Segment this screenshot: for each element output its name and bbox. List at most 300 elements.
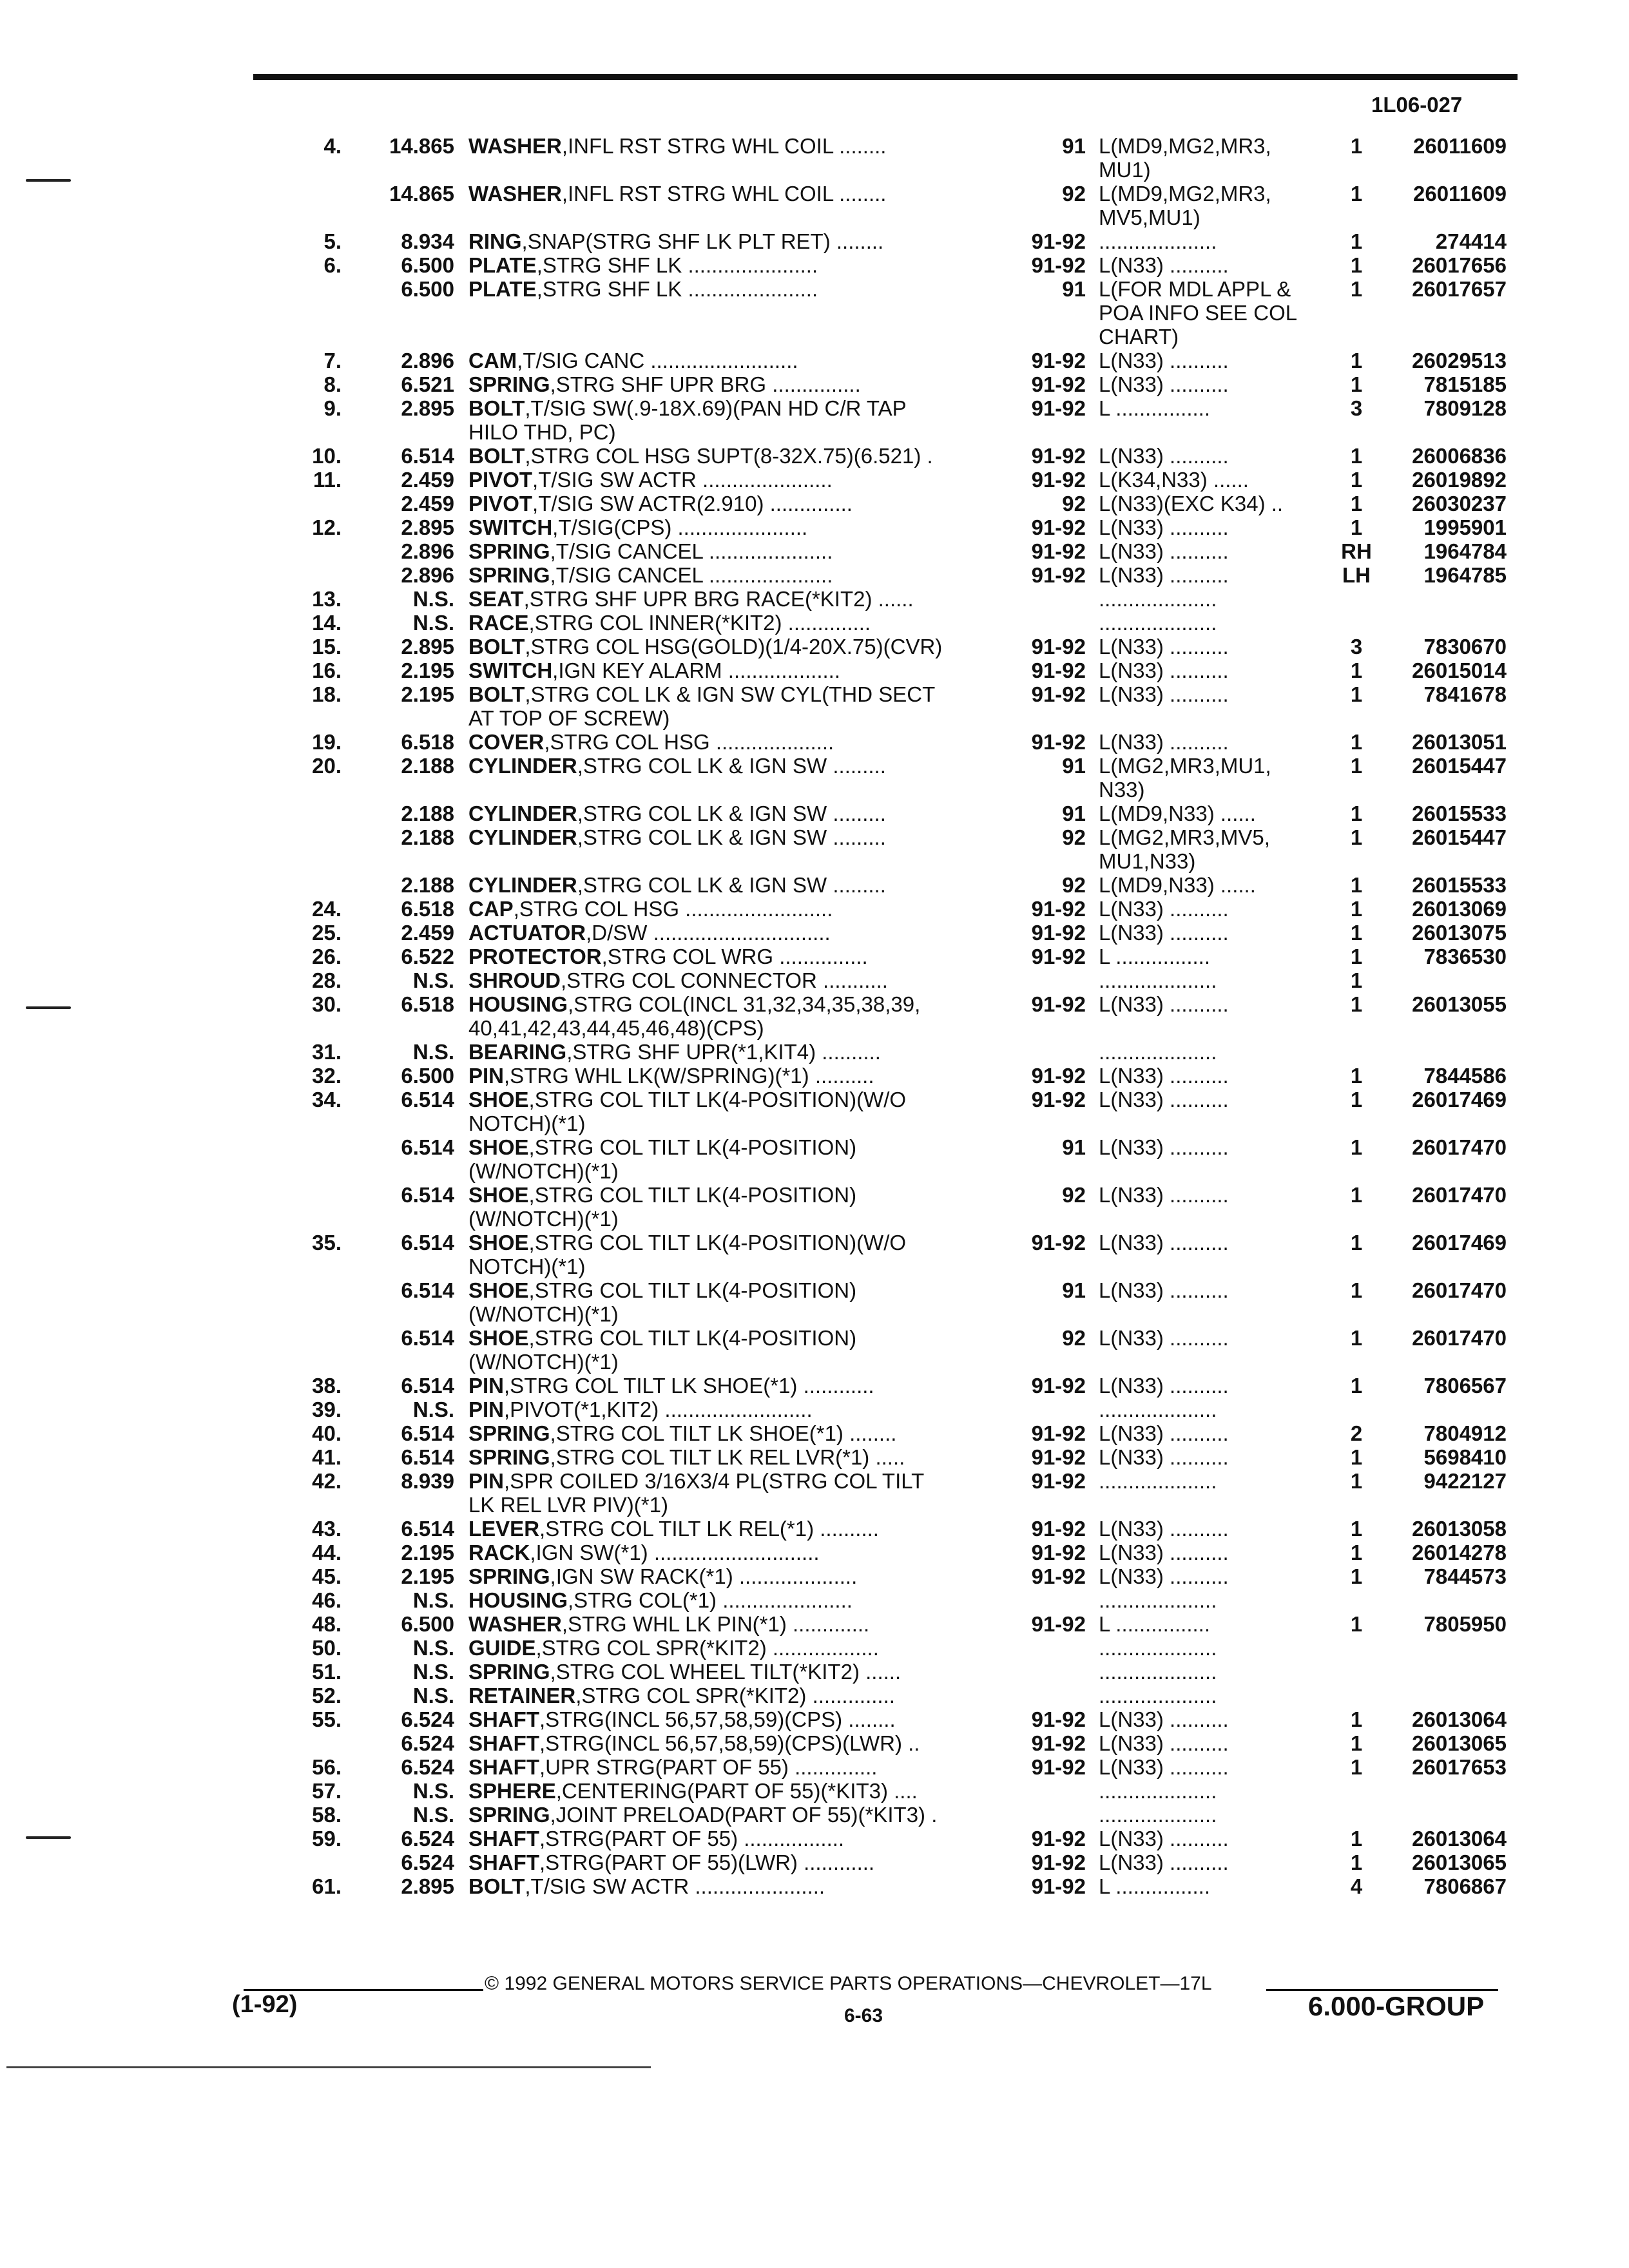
part-key-number: 6.: [323, 253, 342, 277]
model-year: 91-92: [1031, 515, 1086, 539]
group-number: 6.514: [401, 1374, 454, 1398]
part-key-number: 8.: [323, 372, 342, 396]
quantity: 1: [1350, 134, 1363, 158]
part-detail: ,STRG COL SPR(*KIT2) ..............: [575, 1684, 895, 1707]
part-number: 26011609: [1412, 182, 1507, 206]
part-detail-continued: LK REL LVR PIV)(*1): [468, 1493, 668, 1517]
part-number: 7844586: [1423, 1064, 1507, 1088]
application: L(N33) ..........: [1099, 1326, 1229, 1350]
application: L(MD9,MG2,MR3, MV5,MU1): [1099, 182, 1271, 229]
part-number: 26013064: [1412, 1827, 1507, 1850]
part-name: SHOE: [468, 1183, 529, 1207]
part-number: 7836530: [1423, 945, 1507, 968]
part-name: CAP: [468, 897, 514, 921]
part-number: 26013075: [1412, 921, 1507, 945]
part-number: 26017470: [1412, 1278, 1507, 1302]
part-detail: ,STRG COL HSG ....................: [544, 730, 834, 754]
application: L(N33) ..........: [1099, 1827, 1229, 1850]
part-description: [468, 945, 868, 968]
group-number: 2.459: [401, 468, 454, 492]
part-detail: ,IGN KEY ALARM ...................: [552, 658, 841, 682]
application: L(MG2,MR3,MV5, MU1,N33): [1099, 825, 1270, 873]
part-detail: ,STRG SHF UPR BRG RACE(*KIT2) ......: [523, 587, 914, 611]
part-key-number: 16.: [312, 658, 342, 682]
part-name: RETAINER: [468, 1684, 576, 1707]
application: ....................: [1099, 229, 1217, 253]
model-year: 91: [1062, 134, 1086, 158]
part-row: [0, 802, 1629, 825]
part-row: [0, 897, 1629, 921]
part-name: RACK: [468, 1541, 530, 1564]
group-number: 6.514: [401, 1326, 454, 1350]
part-description: [468, 873, 886, 897]
application: L(K34,N33) ......: [1099, 468, 1249, 492]
group-number: 2.195: [401, 1564, 454, 1588]
application: L ................: [1099, 1612, 1210, 1636]
part-description: [468, 372, 861, 396]
group-number: N.S.: [412, 1803, 454, 1827]
part-name: CYLINDER: [468, 873, 577, 897]
part-row: [0, 1278, 1629, 1326]
part-detail: ,STRG COL LK & IGN SW .........: [577, 873, 886, 897]
model-year: 91-92: [1031, 658, 1086, 682]
part-number: 7806867: [1423, 1874, 1507, 1898]
model-year: 91-92: [1031, 992, 1086, 1016]
part-key-number: 31.: [312, 1040, 342, 1064]
part-name: CYLINDER: [468, 802, 577, 825]
part-key-number: 5.: [323, 229, 342, 253]
group-number: N.S.: [412, 968, 454, 992]
group-number: 2.896: [401, 349, 454, 372]
model-year: 91-92: [1031, 539, 1086, 563]
quantity: 1: [1350, 1755, 1363, 1779]
part-description: [468, 468, 833, 492]
group-number: N.S.: [412, 1779, 454, 1803]
quantity: 1: [1350, 897, 1363, 921]
part-name: SHAFT: [468, 1707, 539, 1731]
quantity: 1: [1350, 1541, 1363, 1564]
group-number: 2.896: [401, 563, 454, 587]
quantity: 1: [1350, 730, 1363, 754]
part-name: CYLINDER: [468, 825, 577, 849]
part-name: BOLT: [468, 635, 525, 658]
part-description: [468, 635, 942, 658]
part-row: [0, 182, 1629, 229]
part-description: [468, 992, 920, 1016]
application: ....................: [1099, 1803, 1217, 1827]
part-detail-continued: NOTCH)(*1): [468, 1254, 586, 1278]
part-detail: ,STRG COL CONNECTOR ...........: [561, 968, 888, 992]
part-key-number: 52.: [312, 1684, 342, 1707]
quantity: 1: [1350, 754, 1363, 778]
part-key-number: 59.: [312, 1827, 342, 1850]
application: L(N33) ..........: [1099, 1755, 1229, 1779]
part-number: 7844573: [1423, 1564, 1507, 1588]
part-detail: ,STRG COL INNER(*KIT2) ..............: [528, 611, 871, 635]
model-year: 91-92: [1031, 1612, 1086, 1636]
part-name: SHROUD: [468, 968, 561, 992]
part-number: 26017657: [1412, 277, 1507, 301]
part-description: [468, 1684, 895, 1707]
part-name: SHOE: [468, 1278, 529, 1302]
group-number: 14.865: [389, 182, 454, 206]
part-detail: ,T/SIG CANCEL .....................: [550, 539, 833, 563]
part-description: [468, 1612, 869, 1636]
group-number: 6.500: [401, 277, 454, 301]
part-row: [0, 1612, 1629, 1636]
model-year: 91-92: [1031, 1421, 1086, 1445]
application: ....................: [1099, 611, 1217, 635]
model-year: 91: [1062, 1278, 1086, 1302]
application: L(N33) ..........: [1099, 1064, 1229, 1088]
part-description: [468, 1827, 844, 1850]
part-description: [468, 277, 818, 301]
part-description: [468, 802, 886, 825]
group-number: 2.895: [401, 1874, 454, 1898]
group-number: 6.514: [401, 1517, 454, 1541]
part-key-number: 57.: [312, 1779, 342, 1803]
quantity: 1: [1350, 444, 1363, 468]
quantity: RH: [1341, 539, 1372, 563]
part-description: [468, 1040, 881, 1064]
part-row: [0, 730, 1629, 754]
part-row: [0, 1731, 1629, 1755]
part-key-number: 46.: [312, 1588, 342, 1612]
group-number: N.S.: [412, 1588, 454, 1612]
part-number: 5698410: [1423, 1445, 1507, 1469]
part-row: [0, 253, 1629, 277]
group-number: 6.514: [401, 1135, 454, 1159]
part-number: 26015014: [1412, 658, 1507, 682]
part-number: 26015447: [1412, 825, 1507, 849]
part-description: [468, 825, 886, 849]
part-description: [468, 1374, 874, 1398]
part-detail: ,STRG COL WHEEL TILT(*KIT2) ......: [550, 1660, 901, 1684]
part-row: [0, 1564, 1629, 1588]
group-number: 2.895: [401, 396, 454, 420]
part-description: [468, 1707, 896, 1731]
part-number: 26013064: [1412, 1707, 1507, 1731]
part-number: 7841678: [1423, 682, 1507, 706]
part-name: GUIDE: [468, 1636, 536, 1660]
model-year: 91-92: [1031, 1517, 1086, 1541]
part-row: [0, 277, 1629, 349]
part-name: BEARING: [468, 1040, 567, 1064]
part-row: [0, 1803, 1629, 1827]
application: L(N33) ..........: [1099, 1850, 1229, 1874]
part-name: HOUSING: [468, 1588, 568, 1612]
part-row: [0, 1135, 1629, 1183]
quantity: 1: [1350, 1731, 1363, 1755]
group-number: 2.188: [401, 873, 454, 897]
part-key-number: 39.: [312, 1398, 342, 1421]
top-rule: [253, 74, 1518, 80]
part-row: [0, 921, 1629, 945]
part-row: [0, 635, 1629, 658]
application: L(N33) ..........: [1099, 1707, 1229, 1731]
part-detail: ,STRG COL TILT LK SHOE(*1) ............: [504, 1374, 874, 1398]
part-description: [468, 1541, 820, 1564]
application: L(N33) ..........: [1099, 1731, 1229, 1755]
part-description: [468, 1088, 906, 1111]
part-detail: ,SPR COILED 3/16X3/4 PL(STRG COL TILT: [504, 1469, 925, 1493]
model-year: 91-92: [1031, 253, 1086, 277]
application: L(MD9,MG2,MR3, MU1): [1099, 134, 1271, 182]
part-name: PLATE: [468, 277, 537, 301]
part-key-number: 30.: [312, 992, 342, 1016]
part-name: SHOE: [468, 1088, 529, 1111]
part-row: [0, 396, 1629, 444]
part-name: SHAFT: [468, 1755, 539, 1779]
quantity: 1: [1350, 1827, 1363, 1850]
group-number: N.S.: [412, 587, 454, 611]
part-description: [468, 754, 886, 778]
part-row: [0, 1374, 1629, 1398]
quantity: 1: [1350, 1850, 1363, 1874]
part-key-number: 19.: [312, 730, 342, 754]
part-row: [0, 1421, 1629, 1445]
part-key-number: 40.: [312, 1421, 342, 1445]
part-detail-continued: (W/NOTCH)(*1): [468, 1159, 619, 1183]
model-year: 91-92: [1031, 897, 1086, 921]
application: L(N33) ..........: [1099, 658, 1229, 682]
parts-list: [0, 134, 1629, 1898]
part-key-number: 45.: [312, 1564, 342, 1588]
application: ....................: [1099, 1660, 1217, 1684]
model-year: 91-92: [1031, 635, 1086, 658]
part-description: [468, 1874, 825, 1898]
quantity: 1: [1350, 1278, 1363, 1302]
part-description: [468, 1421, 896, 1445]
part-description: [468, 587, 914, 611]
group-number: 2.195: [401, 1541, 454, 1564]
part-name: SPRING: [468, 1803, 550, 1827]
application: ....................: [1099, 587, 1217, 611]
model-year: 91-92: [1031, 468, 1086, 492]
application: ....................: [1099, 1779, 1217, 1803]
group-number: 6.500: [401, 253, 454, 277]
part-row: [0, 1445, 1629, 1469]
part-description: [468, 444, 933, 468]
application: ....................: [1099, 1684, 1217, 1707]
part-name: PIVOT: [468, 468, 533, 492]
part-detail: ,STRG(PART OF 55) .................: [539, 1827, 845, 1850]
part-name: SPRING: [468, 372, 550, 396]
part-key-number: 50.: [312, 1636, 342, 1660]
bottom-rule: [6, 2066, 651, 2068]
part-description: [468, 229, 883, 253]
application: ....................: [1099, 968, 1217, 992]
part-description: [468, 1660, 901, 1684]
quantity: 1: [1350, 372, 1363, 396]
group-number: N.S.: [412, 1398, 454, 1421]
group-number: N.S.: [412, 1636, 454, 1660]
part-key-number: 61.: [312, 1874, 342, 1898]
group-number: 6.524: [401, 1731, 454, 1755]
group-number: 6.518: [401, 730, 454, 754]
group-number: 8.939: [401, 1469, 454, 1493]
part-name: HOUSING: [468, 992, 568, 1016]
group-number: 6.518: [401, 992, 454, 1016]
part-row: [0, 754, 1629, 802]
part-name: BOLT: [468, 444, 525, 468]
model-year: 91-92: [1031, 1541, 1086, 1564]
part-detail: ,STRG COL TILT LK(4-POSITION): [528, 1278, 857, 1302]
model-year: 91-92: [1031, 1564, 1086, 1588]
part-detail: ,STRG COL HSG(GOLD)(1/4-20X.75)(CVR): [525, 635, 943, 658]
model-year: 91-92: [1031, 1231, 1086, 1254]
group-number: 14.865: [389, 134, 454, 158]
part-name: RACE: [468, 611, 529, 635]
quantity: 1: [1350, 1088, 1363, 1111]
part-detail-continued: 40,41,42,43,44,45,46,48)(CPS): [468, 1016, 764, 1040]
part-row: [0, 1588, 1629, 1612]
quantity: 1: [1350, 1135, 1363, 1159]
part-key-number: 55.: [312, 1707, 342, 1731]
part-detail: ,STRG COL LK & IGN SW .........: [577, 825, 886, 849]
quantity: 1: [1350, 658, 1363, 682]
part-description: [468, 1398, 813, 1421]
quantity: 1: [1350, 468, 1363, 492]
part-row: [0, 1040, 1629, 1064]
model-year: 91-92: [1031, 1374, 1086, 1398]
group-number: 6.524: [401, 1827, 454, 1850]
application: L(N33) ..........: [1099, 992, 1229, 1016]
part-row: [0, 682, 1629, 730]
part-detail: ,T/SIG(CPS) ......................: [552, 515, 808, 539]
part-name: PIVOT: [468, 492, 533, 515]
application: L(N33) ..........: [1099, 253, 1229, 277]
part-name: PIN: [468, 1469, 505, 1493]
part-description: [468, 897, 833, 921]
group-label: 6.000-GROUP: [1308, 1991, 1485, 2021]
quantity: 1: [1350, 1469, 1363, 1493]
part-number: 7806567: [1423, 1374, 1507, 1398]
model-year: 91-92: [1031, 1850, 1086, 1874]
quantity: 1: [1350, 1445, 1363, 1469]
part-detail: ,STRG COL LK & IGN SW CYL(THD SECT: [525, 682, 936, 706]
model-year: 91: [1062, 1135, 1086, 1159]
part-description: [468, 1636, 879, 1660]
group-number: 6.524: [401, 1850, 454, 1874]
part-key-number: 35.: [312, 1231, 342, 1254]
part-detail: ,IGN SW(*1) ............................: [530, 1541, 820, 1564]
part-number: 26017470: [1412, 1135, 1507, 1159]
part-detail: ,STRG(INCL 56,57,58,59)(CPS) ........: [539, 1707, 896, 1731]
group-number: 2.195: [401, 658, 454, 682]
quantity: 1: [1350, 1231, 1363, 1254]
part-detail: ,STRG COL TILT LK(4-POSITION)(W/O: [528, 1231, 907, 1254]
part-number: 7815185: [1423, 372, 1507, 396]
part-description: [468, 134, 886, 158]
group-number: 6.514: [401, 1183, 454, 1207]
application: L(N33) ..........: [1099, 1088, 1229, 1111]
model-year: 91-92: [1031, 563, 1086, 587]
group-number: N.S.: [412, 1660, 454, 1684]
part-description: [468, 396, 907, 420]
application: L(N33) ..........: [1099, 897, 1229, 921]
part-description: [468, 539, 833, 563]
model-year: 91-92: [1031, 396, 1086, 420]
part-detail: ,STRG COL LK & IGN SW .........: [577, 802, 886, 825]
part-name: SHAFT: [468, 1731, 539, 1755]
model-year: 91-92: [1031, 1874, 1086, 1898]
group-number: 2.895: [401, 515, 454, 539]
group-number: N.S.: [412, 1684, 454, 1707]
part-detail: ,STRG WHL LK PIN(*1) .............: [561, 1612, 870, 1636]
part-key-number: 15.: [312, 635, 342, 658]
part-key-number: 26.: [312, 945, 342, 968]
model-year: 91-92: [1031, 1731, 1086, 1755]
application: L(N33) ..........: [1099, 515, 1229, 539]
part-detail-continued: HILO THD, PC): [468, 420, 616, 444]
application: ....................: [1099, 1588, 1217, 1612]
part-detail: ,STRG(INCL 56,57,58,59)(CPS)(LWR) ..: [539, 1731, 920, 1755]
part-row: [0, 992, 1629, 1040]
quantity: 1: [1350, 182, 1363, 206]
application: L(MG2,MR3,MU1, N33): [1099, 754, 1271, 802]
part-key-number: 32.: [312, 1064, 342, 1088]
part-row: [0, 1183, 1629, 1231]
group-number: 6.514: [401, 1445, 454, 1469]
part-row: [0, 1684, 1629, 1707]
application: L(N33) ..........: [1099, 1517, 1229, 1541]
part-description: [468, 611, 871, 635]
quantity: 1: [1350, 1183, 1363, 1207]
quantity: 1: [1350, 873, 1363, 897]
application: ....................: [1099, 1469, 1217, 1493]
part-number: 274414: [1435, 229, 1507, 253]
part-name: PROTECTOR: [468, 945, 602, 968]
group-number: 6.514: [401, 444, 454, 468]
part-detail: ,STRG COL(INCL 31,32,34,35,38,39,: [568, 992, 921, 1016]
part-description: [468, 1564, 857, 1588]
part-key-number: 44.: [312, 1541, 342, 1564]
part-row: [0, 1850, 1629, 1874]
part-key-number: 56.: [312, 1755, 342, 1779]
part-description: [468, 1850, 874, 1874]
part-row: [0, 1517, 1629, 1541]
application: L ................: [1099, 1874, 1210, 1898]
part-name: LEVER: [468, 1517, 540, 1541]
part-row: [0, 539, 1629, 563]
part-detail: ,STRG COL SPR(*KIT2) ..................: [535, 1636, 879, 1660]
group-number: 6.524: [401, 1755, 454, 1779]
part-detail: ,STRG COL TILT LK REL(*1) ..........: [539, 1517, 879, 1541]
part-detail: ,STRG COL HSG .........................: [513, 897, 833, 921]
part-number: 26013051: [1412, 730, 1507, 754]
part-number: 26017470: [1412, 1183, 1507, 1207]
model-year: 91: [1062, 754, 1086, 778]
part-key-number: 14.: [312, 611, 342, 635]
part-row: [0, 1541, 1629, 1564]
part-row: [0, 1326, 1629, 1374]
part-name: COVER: [468, 730, 545, 754]
part-row: [0, 1469, 1629, 1517]
quantity: 1: [1350, 921, 1363, 945]
part-detail: ,STRG COL TILT LK REL LVR(*1) .....: [550, 1445, 905, 1469]
part-row: [0, 825, 1629, 873]
part-row: [0, 1707, 1629, 1731]
part-row: [0, 1088, 1629, 1135]
part-number: 1964785: [1423, 563, 1507, 587]
group-number: 6.514: [401, 1421, 454, 1445]
group-number: N.S.: [412, 611, 454, 635]
part-detail-continued: (W/NOTCH)(*1): [468, 1207, 619, 1231]
part-number: 26013069: [1412, 897, 1507, 921]
part-key-number: 7.: [323, 349, 342, 372]
quantity: LH: [1342, 563, 1371, 587]
